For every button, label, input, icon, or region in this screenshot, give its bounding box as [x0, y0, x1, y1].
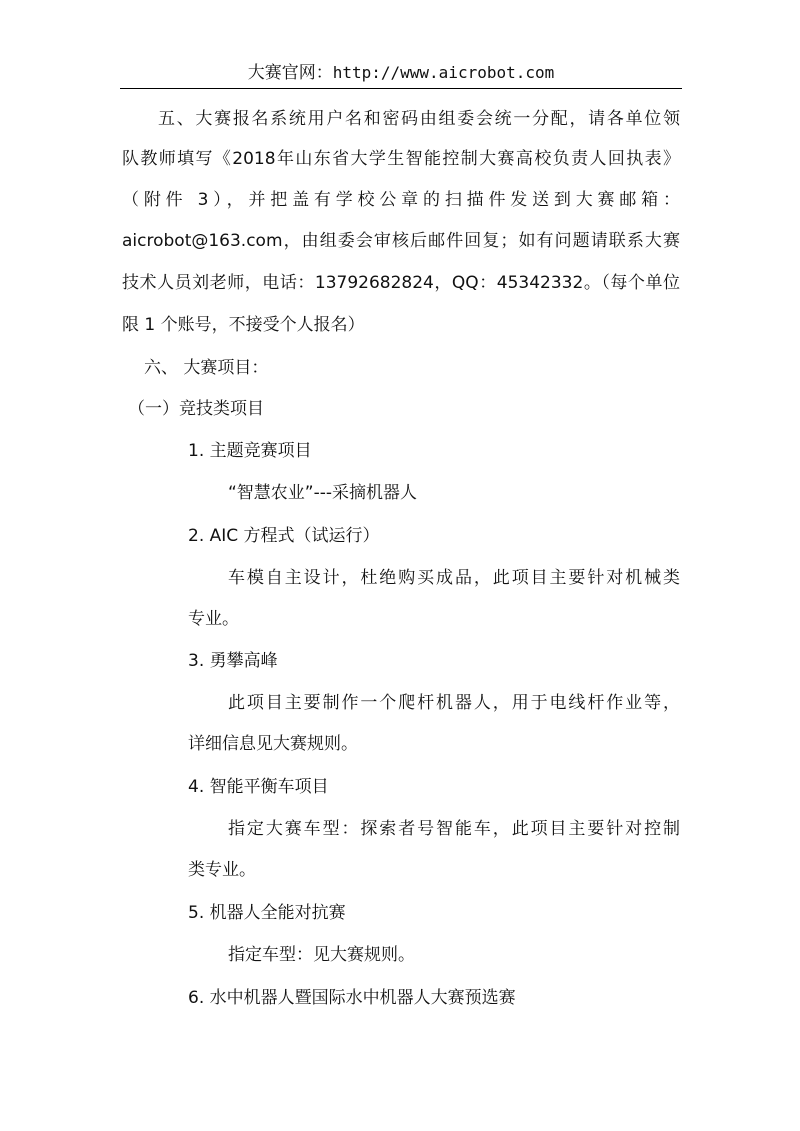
item3-desc-line2: 详细信息见大赛规则。: [188, 734, 358, 754]
section5-line4: aicrobot@163.com，由组委会审核后邮件回复；如有问题请联系大赛: [122, 231, 680, 251]
item4-title: 4. 智能平衡车项目: [188, 777, 329, 797]
item5-title: 5. 机器人全能对抗赛: [188, 903, 346, 923]
section5-line2: 队教师填写《2018年山东省大学生智能控制大赛高校负责人回执表》: [122, 149, 680, 169]
section5-line5: 技术人员刘老师，电话：13792682824，QQ：45342332。（每个单位: [122, 273, 680, 293]
item3-desc-line1: 此项目主要制作一个爬杆机器人，用于电线杆作业等，: [228, 693, 680, 713]
item4-desc-line2: 类专业。: [188, 860, 256, 880]
section5-line6: 限 1 个账号，不接受个人报名）: [122, 315, 365, 335]
item3-title: 3. 勇攀高峰: [188, 651, 278, 671]
item6-title: 6. 水中机器人暨国际水中机器人大赛预选赛: [188, 988, 516, 1008]
item2-title: 2. AIC 方程式（试运行）: [188, 526, 380, 546]
website-link[interactable]: http://www.aicrobot.com: [332, 63, 555, 82]
item4-desc-line1: 指定大赛车型：探索者号智能车，此项目主要针对控制: [228, 819, 680, 839]
section5-line3: （附件 3），并把盖有学校公章的扫描件发送到大赛邮箱：: [122, 190, 680, 210]
item1-desc: “智慧农业”---采摘机器人: [228, 483, 418, 503]
item2-desc-line2: 专业。: [188, 609, 239, 629]
item2-desc-line1: 车模自主设计，杜绝购买成品，此项目主要针对机械类: [228, 568, 680, 588]
item5-desc: 指定车型：见大赛规则。: [228, 945, 415, 965]
page-header: [120, 58, 682, 89]
section5-line1: 五、大赛报名系统用户名和密码由组委会统一分配，请各单位领: [158, 109, 680, 129]
item1-title: 1. 主题竞赛项目: [188, 441, 312, 461]
header-label: 大赛官网：: [247, 63, 333, 83]
section6-heading: 六、 大赛项目：: [144, 358, 269, 378]
subsection1-heading: （一）竞技类项目: [128, 399, 264, 419]
